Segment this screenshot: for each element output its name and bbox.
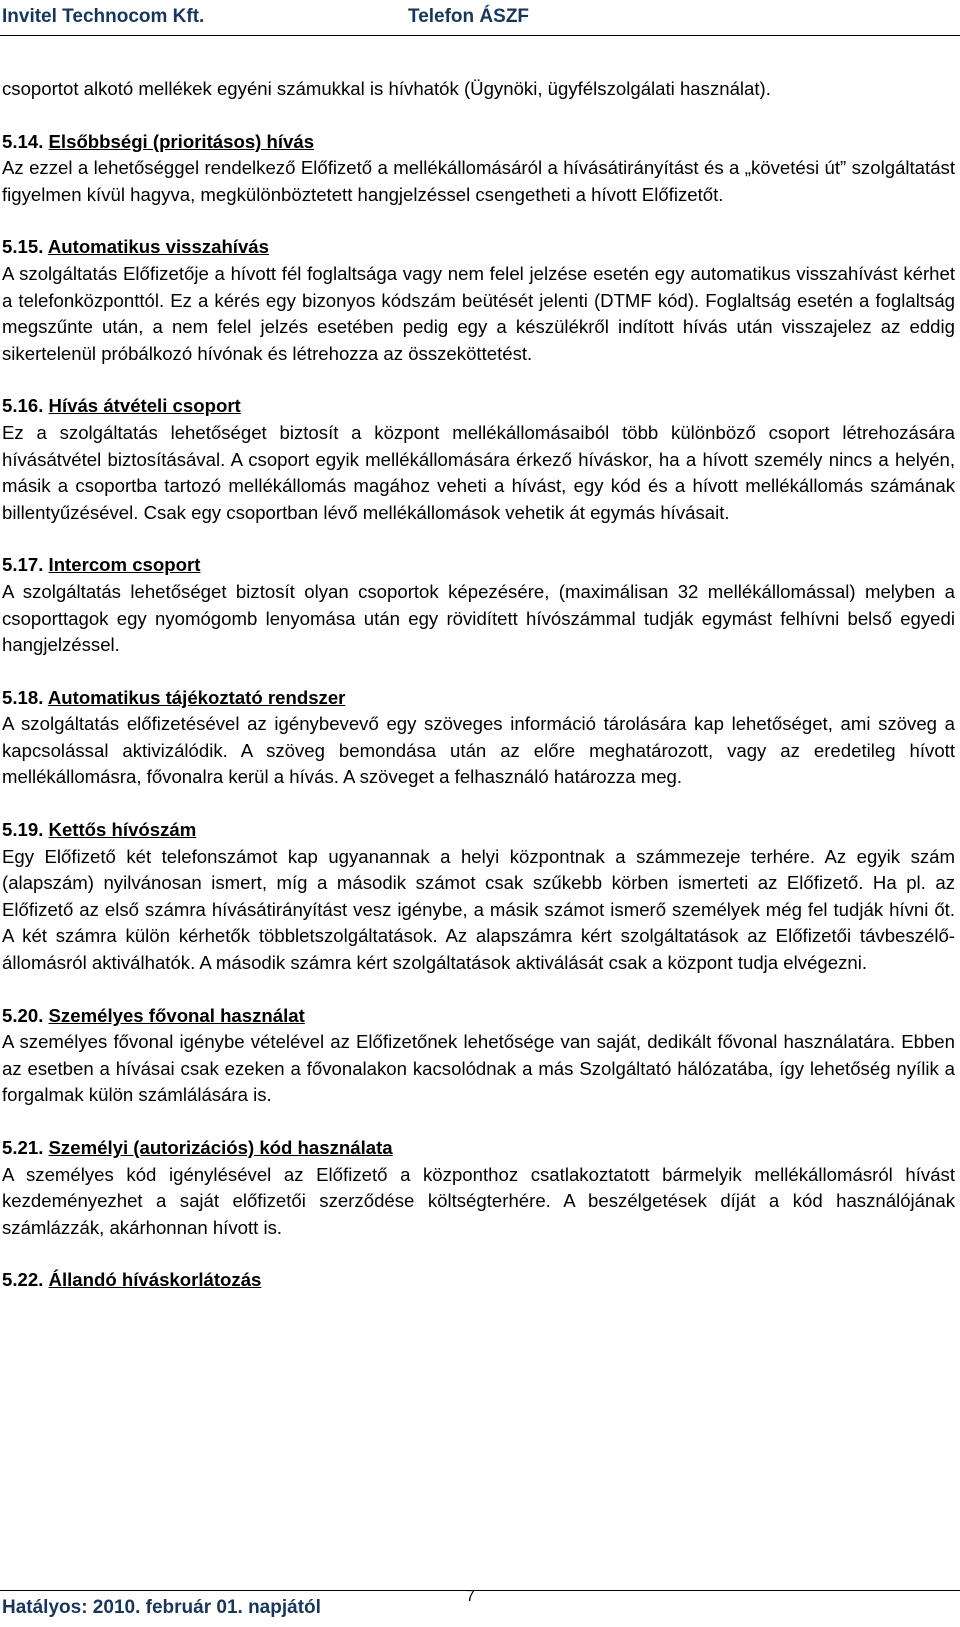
- section-number: 5.22.: [2, 1269, 44, 1291]
- section-number: 5.17.: [2, 554, 44, 576]
- section-heading: [2, 817, 955, 844]
- effective-date: Hatályos: 2010. február 01. napjától: [2, 1597, 321, 1618]
- document-title: Telefon ÁSZF: [408, 6, 530, 27]
- section-5-18: [2, 685, 955, 791]
- section-5-17: [2, 552, 955, 658]
- section-title: Állandó híváskorlátozás: [48, 1269, 262, 1291]
- section-heading: [2, 685, 955, 712]
- section-heading: [2, 129, 955, 156]
- section-number: 5.21.: [2, 1137, 44, 1158]
- section-body: Az ezzel a lehetőséggel rendelkező Előfizető a mellékállomásáról a hívásátirányítást és a „követési út” szolgáltatást figyelmen kívül hagyva, megkülönböztetett hangjelzéssel csengetheti a hívott Előfizetőt.: [2, 157, 955, 205]
- section-heading: [2, 234, 955, 261]
- section-title: Személyi (autorizációs) kód használata: [48, 1137, 393, 1158]
- section-number: 5.19.: [2, 819, 44, 841]
- section-5-20: [2, 1003, 955, 1109]
- section-number: 5.18.: [2, 686, 44, 708]
- section-heading: [2, 1267, 955, 1294]
- section-number: 5.14.: [2, 130, 44, 152]
- section-title: Kettős hívószám: [48, 819, 197, 841]
- section-body: A személyes fővonal igénybe vételével az Előfizetőnek lehetősége van saját, dedikált fővonal használatára. Ebben az esetben a hívásai csak ezeken a fővonalakon kacsolódnak a más Szolgáltató hálózatába, így lehetőség nyílik a forgalmak külön számlálására is.: [2, 1031, 955, 1106]
- page-header: [0, 0, 960, 36]
- section-number: 5.20.: [2, 1004, 44, 1026]
- section-title: Intercom csoport: [48, 554, 201, 576]
- section-title: Automatikus visszahívás: [47, 236, 269, 258]
- section-5-21: [2, 1135, 955, 1241]
- section-number: 5.15.: [2, 236, 44, 258]
- section-number: 5.16.: [2, 395, 44, 417]
- section-body: Egy Előfizető két telefonszámot kap ugyanannak a helyi központnak a számmezeje terhére. Az egyik szám (alapszám) nyilvánosan ismert, míg a második számot csak szűkebb körben ismerteti az Előfizető. Ha pl. az Előfizető az első számra hívásátirányítást vesz igénybe, a másik számot ismerő személyek még fel tudják hívni őt. A két számra külön kérhetők többletszolgáltatások. Az alapszámra kért szolgáltatások az Előfizetői távbeszélő-állomásról aktiválhatók. A második számra kért szolgáltatások aktiválását csak a központ tudja elvégezni.: [2, 845, 955, 974]
- section-body: A szolgáltatás lehetőséget biztosít olyan csoportok képezésére, (maximálisan 32 mellékállomással) melyben a csoporttagok egy nyomógomb lenyomása után egy rövidített hívószámmal tudják egymást felhívni belső egyedi hangjelzéssel.: [2, 580, 955, 656]
- section-title: Automatikus tájékoztató rendszer: [47, 686, 346, 708]
- section-title: Személyes fővonal használat: [48, 1004, 305, 1026]
- page-footer: [0, 1590, 960, 1627]
- company-name: Invitel Technocom Kft.: [2, 6, 205, 27]
- section-5-16: [2, 393, 955, 526]
- section-body: A személyes kód igénylésével az Előfizető a központhoz csatlakoztatott bármelyik mellékállomásról hívást kezdeményezhet a saját előfizetői szerződése költségterhére. A beszélgetések díját a kód használójának számlázzák, akárhonnan hívott is.: [2, 1163, 955, 1238]
- section-5-14: [2, 129, 955, 209]
- section-body: A szolgáltatás előfizetésével az igénybevevő egy szöveges információ tárolására kap lehetőséget, ami szöveg a kapcsolással aktivizálódik. A szöveg bemondása után az előre meghatározott, vagy az eredetileg hívott mellékállomásra, fővonalra kerül a hívás. A szöveget a felhasználó határozza meg.: [2, 713, 955, 788]
- section-heading: [2, 552, 955, 579]
- section-heading: [2, 1003, 955, 1030]
- section-body: A szolgáltatás Előfizetője a hívott fél foglaltsága vagy nem felel jelzése esetén egy automatikus visszahívást kérhet a telefonközponttól. Ez a kérés egy bizonyos kódszám beütését jelenti (DTMF kód). Foglaltság esetén a foglaltság megszűnte után, a nem felel jelzés esetében pedig egy a készülékről indított hívás után visszajelez az eddig sikertelenül próbálkozó hívónak és létrehozza az összeköttetést.: [2, 262, 955, 364]
- section-title: Elsőbbségi (prioritásos) hívás: [48, 130, 315, 152]
- document-body: [2, 76, 955, 1294]
- section-heading: [2, 393, 955, 420]
- section-5-19: [2, 817, 955, 977]
- section-5-15: [2, 234, 955, 367]
- intro-paragraph: csoportot alkotó mellékek egyéni számukkal is hívhatók (Ügynöki, ügyfélszolgálati használat).: [2, 78, 771, 99]
- section-title: Hívás átvételi csoport: [48, 395, 241, 417]
- section-body: Ez a szolgáltatás lehetőséget biztosít a központ mellékállomásaiból több különböző csoport létrehozására hívásátvétel biztosításával. A csoport egyik mellékállomására érkező híváskor, ha a hívott személy nincs a helyén, másik a csoportba tartozó mellékállomás magához veheti a hívást, egy kód és a hívott mellékállomás számának billentyűzésével. Csak egy csoportban lévő mellékállomások vehetik át egymás hívásait.: [2, 421, 955, 523]
- section-5-22: [2, 1267, 955, 1294]
- page-number: 7: [466, 1588, 475, 1605]
- section-heading: [2, 1135, 955, 1162]
